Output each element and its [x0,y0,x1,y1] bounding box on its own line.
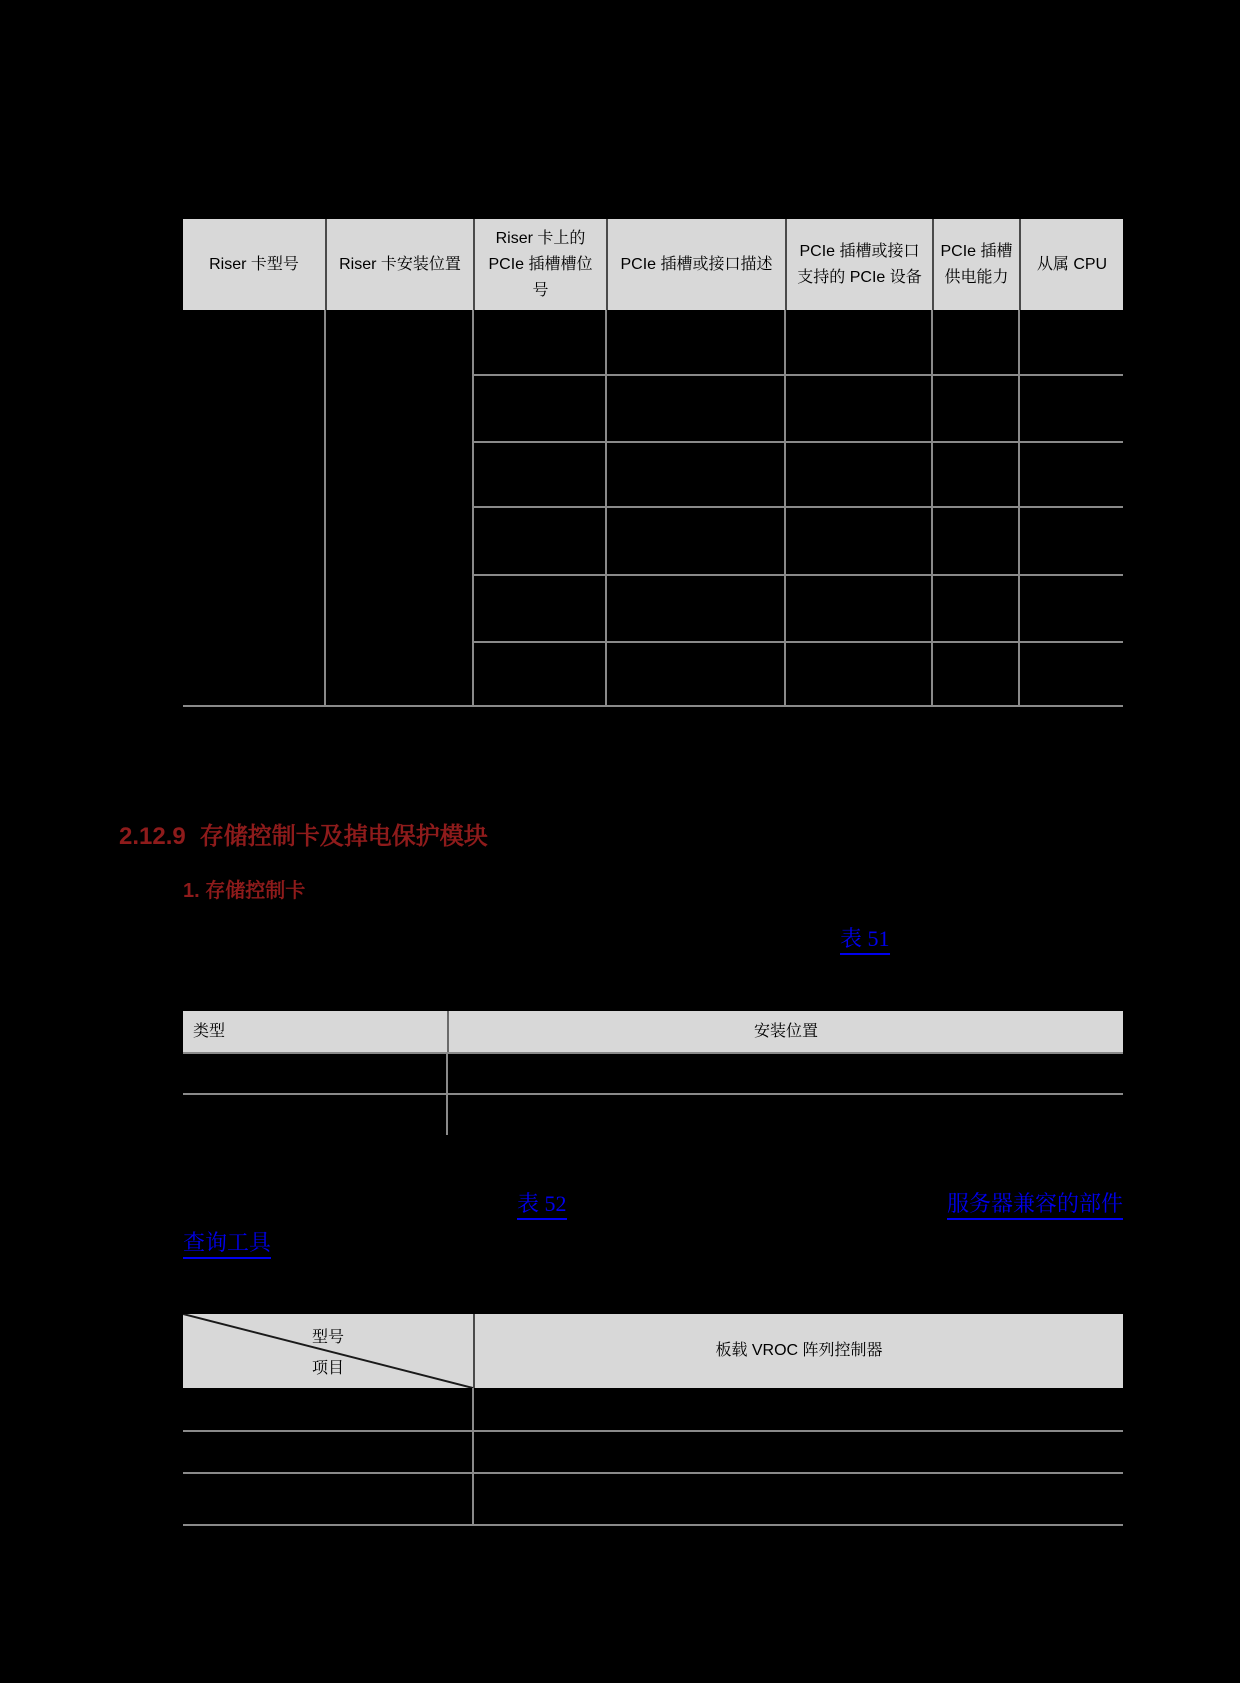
table-bottom-border [183,1524,1123,1526]
grid-line [784,310,786,707]
grid-line [472,374,1123,376]
storage-controller-table [183,1011,1123,1135]
vroc-table [183,1314,1123,1526]
grid-line [1018,310,1020,707]
grid-line [183,1430,1123,1432]
riser-table-header-model: Riser 卡型号 [183,219,325,310]
storage-table-header-install-position: 安装位置 [447,1011,1123,1052]
riser-card-table [183,219,1123,707]
vroc-table-corner-cell [183,1314,473,1388]
riser-table-header-slot-description: PCIe 插槽或接口描述 [606,219,785,310]
vroc-corner-bottom-label: 项目 [311,1360,344,1377]
storage-table-header-type: 类型 [183,1011,447,1052]
grid-line [183,1052,1123,1054]
grid-line [472,574,1123,576]
grid-line [183,1472,1123,1474]
riser-table-header-power-capability: PCIe 插槽供电能力 [932,219,1019,310]
grid-line [605,310,607,707]
grid-line [472,310,474,707]
riser-table-header-cpu: 从属 CPU [1019,219,1123,310]
section-title: 存储控制卡及掉电保护模块 [199,823,488,850]
grid-line [472,441,1123,443]
grid-line [446,1052,448,1135]
riser-table-header-slot-number: Riser 卡上的 PCIe 插槽槽位号 [473,219,606,310]
grid-line [183,1093,1123,1095]
link-compatible-parts-line1[interactable]: 服务器兼容的部件 [947,1191,1123,1220]
riser-table-header-row [183,219,1123,310]
riser-table-header-supported-devices: PCIe 插槽或接口支持的 PCIe 设备 [785,219,932,310]
subsection-heading: 1. 存储控制卡 [183,880,306,902]
section-number: 2.12.9 [119,823,186,850]
vroc-table-header-row [183,1314,1123,1388]
grid-line [472,641,1123,643]
riser-table-body [183,310,1123,707]
grid-line [931,310,933,707]
link-table-51[interactable]: 表 51 [840,926,890,955]
storage-table-header-row [183,1011,1123,1052]
grid-line [472,506,1123,508]
riser-table-header-install-position: Riser 卡安装位置 [325,219,473,310]
table-bottom-border [183,705,1123,707]
grid-line [324,310,326,707]
vroc-corner-top-label: 型号 [311,1329,344,1346]
grid-line [472,1388,474,1526]
link-table-52[interactable]: 表 52 [517,1191,567,1220]
link-compatible-parts-line2[interactable]: 查询工具 [183,1230,271,1259]
section-heading [119,820,488,854]
vroc-table-column-header: 板载 VROC 阵列控制器 [473,1314,1123,1388]
